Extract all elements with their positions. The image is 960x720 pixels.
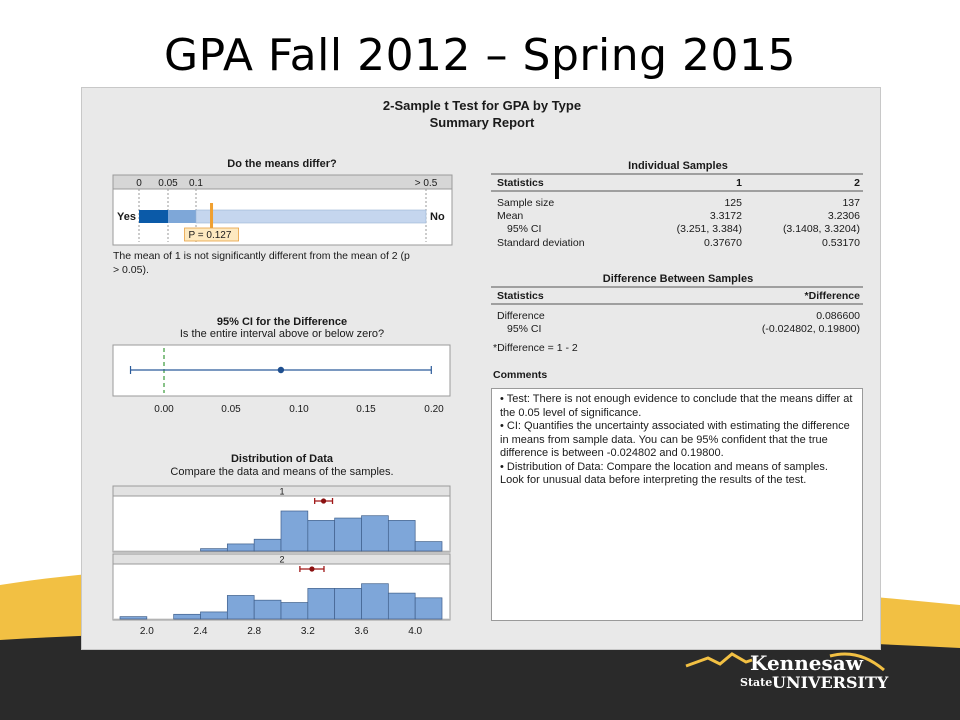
- histogram-bar: [201, 549, 228, 551]
- tick-gt-0-5: > 0.5: [414, 178, 438, 189]
- histogram-bar: [281, 603, 308, 619]
- distribution-tick-label: 4.0: [408, 626, 423, 637]
- histogram-bar: [174, 614, 201, 619]
- histogram-bar: [254, 600, 281, 619]
- distribution-tick-label: 3.2: [300, 626, 315, 637]
- row-label-std-dev: Standard deviation: [497, 237, 585, 249]
- histogram-bar: [388, 520, 415, 551]
- ci-tick-0-15: 0.15: [356, 404, 376, 415]
- ci-estimate-point: [278, 367, 284, 373]
- sample-size-2: 137: [842, 197, 860, 209]
- histogram-bar: [120, 617, 147, 619]
- conclusion-line-2: > 0.05).: [113, 264, 149, 276]
- histogram-bar: [335, 588, 362, 619]
- p-value-marker: [210, 203, 213, 229]
- histogram-bar: [335, 518, 362, 551]
- tick-0: 0: [136, 178, 142, 189]
- mean-2: 3.2306: [827, 210, 860, 222]
- p-value-label: P = 0.127: [188, 230, 232, 241]
- individual-samples-heading: Individual Samples: [628, 160, 728, 172]
- row-label-difference: Difference: [497, 310, 545, 322]
- std-dev-2: 0.53170: [822, 237, 860, 249]
- histogram-bar: [308, 588, 335, 619]
- ci-2: (3.1408, 3.3204): [782, 223, 860, 235]
- distribution-tick-label: 2.4: [193, 626, 208, 637]
- sample-mean-point: [321, 498, 326, 503]
- logo-kennesaw: Kennesaw: [750, 651, 863, 675]
- distribution-tick-label: 2.0: [139, 626, 154, 637]
- distribution-tick-label: 2.8: [247, 626, 262, 637]
- histogram-sample-1: [113, 486, 450, 552]
- sample-size-1: 125: [724, 197, 742, 209]
- histogram-bar: [227, 595, 254, 619]
- comment-test: • Test: There is not enough evidence to conclude that the means differ at the 0.05 level of significance.: [500, 393, 853, 419]
- sample-mean-point: [309, 566, 314, 571]
- difference-col-difference: *Difference: [804, 290, 860, 302]
- slide-title: GPA Fall 2012 – Spring 2015: [164, 30, 796, 81]
- conclusion-line-1: The mean of 1 is not significantly different from the mean of 2 (p: [113, 250, 410, 262]
- row-label-mean: Mean: [497, 210, 524, 222]
- histogram-bar: [388, 593, 415, 619]
- distribution-x-axis: [140, 626, 423, 637]
- histogram-bar: [362, 584, 389, 619]
- middle-zone: [168, 210, 196, 223]
- no-zone: [196, 210, 426, 223]
- report-subtitle: Summary Report: [429, 115, 535, 130]
- individual-col-2: 2: [854, 177, 860, 189]
- logo-state: State: [740, 676, 773, 689]
- distribution-tick-label: 3.6: [354, 626, 369, 637]
- histogram-bar: [227, 544, 254, 551]
- means-differ-heading: Do the means differ?: [227, 158, 337, 170]
- std-dev-1: 0.37670: [704, 237, 742, 249]
- histogram-bar: [308, 520, 335, 551]
- logo-mountain-mark: [686, 654, 752, 666]
- ci-tick-0-20: 0.20: [424, 404, 444, 415]
- histogram-bar: [362, 516, 389, 551]
- row-label-difference-ci: 95% CI: [507, 323, 542, 335]
- ci-tick-0-05: 0.05: [221, 404, 241, 415]
- summary-report: [81, 87, 881, 650]
- mean-1: 3.3172: [709, 210, 742, 222]
- histogram-sample-2: [113, 554, 450, 620]
- comment-distribution: • Distribution of Data: Compare the location and means of samples. Look for unusual data before interpreting the results of the test.: [500, 460, 828, 486]
- ci-subheading: Is the entire interval above or below zero?: [179, 328, 385, 340]
- histogram-bar: [415, 542, 442, 551]
- ci-tick-0-10: 0.10: [289, 404, 309, 415]
- histogram-bar: [254, 539, 281, 551]
- histogram-1-label: 1: [279, 486, 285, 497]
- tick-0-05: 0.05: [158, 178, 178, 189]
- yes-zone: [139, 210, 168, 223]
- ci-1: (3.251, 3.384): [676, 223, 742, 235]
- difference-footnote: *Difference = 1 - 2: [493, 342, 578, 354]
- logo-university: UNIVERSITY: [772, 673, 889, 692]
- distribution-heading: Distribution of Data: [230, 453, 334, 465]
- difference-col-statistics: Statistics: [497, 290, 544, 302]
- histogram-bar: [201, 612, 228, 619]
- individual-col-statistics: Statistics: [497, 177, 544, 189]
- comments-heading: Comments: [493, 369, 548, 381]
- kennesaw-state-university-logo: [680, 644, 900, 704]
- comment-ci: • CI: Quantifies the uncertainty associated with estimating the difference in means from sample data. You can be 95% confident that the true difference is between -0.024802 and 0.19800.: [500, 420, 850, 459]
- comments-box: [491, 388, 863, 621]
- individual-samples-rows: [497, 197, 860, 249]
- means-differ-chart: [113, 175, 452, 245]
- row-label-95-ci: 95% CI: [507, 223, 542, 235]
- ci-tick-0-00: 0.00: [154, 404, 174, 415]
- row-label-sample-size: Sample size: [497, 197, 555, 209]
- difference-heading: Difference Between Samples: [602, 273, 754, 285]
- histogram-2-label: 2: [279, 554, 285, 565]
- histogram-bar: [281, 511, 308, 551]
- yes-label: Yes: [117, 211, 136, 223]
- no-label: No: [430, 211, 445, 223]
- difference-value: 0.086600: [816, 310, 860, 322]
- histogram-bar: [415, 598, 442, 619]
- report-title: 2-Sample t Test for GPA by Type: [382, 98, 582, 113]
- ci-heading: 95% CI for the Difference: [216, 316, 348, 328]
- individual-col-1: 1: [736, 177, 742, 189]
- distribution-subheading: Compare the data and means of the samples.: [170, 466, 394, 478]
- tick-0-1: 0.1: [189, 178, 203, 189]
- difference-ci-value: (-0.024802, 0.19800): [761, 323, 860, 335]
